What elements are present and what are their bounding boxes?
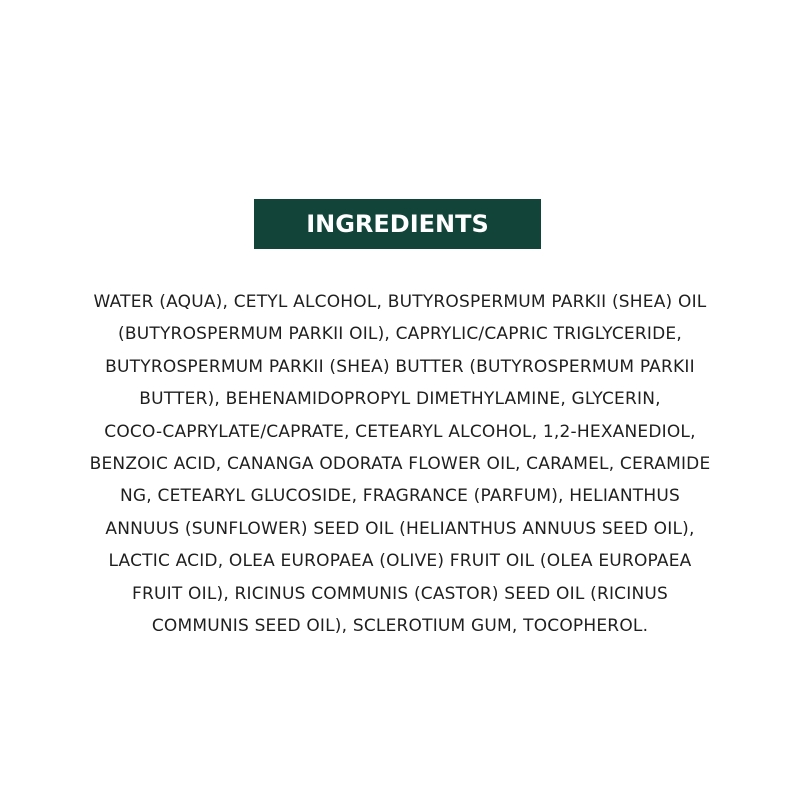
ingredient-line: ANNUUS (SUNFLOWER) SEED OIL (HELIANTHUS ANNUUS SEED OIL), [105, 518, 695, 539]
ingredient-line: BUTYROSPERMUM PARKII (SHEA) BUTTER (BUTYROSPERMUM PARKII [105, 356, 695, 377]
ingredient-line: (BUTYROSPERMUM PARKII OIL), CAPRYLIC/CAPRIC TRIGLYCERIDE, [118, 324, 682, 345]
ingredient-line: COCO-CAPRYLATE/CAPRATE, CETEARYL ALCOHOL, 1,2-HEXANEDIOL, [104, 421, 696, 442]
ingredient-line: NG, CETEARYL GLUCOSIDE, FRAGRANCE (PARFUM), HELIANTHUS [120, 486, 680, 507]
ingredient-line: BUTTER), BEHENAMIDOPROPYL DIMETHYLAMINE, GLYCERIN, [139, 389, 661, 410]
ingredients-title: INGREDIENTS [306, 210, 489, 238]
ingredient-line: COMMUNIS SEED OIL), SCLEROTIUM GUM, TOCOPHEROL. [151, 616, 649, 637]
ingredient-line: LACTIC ACID, OLEA EUROPAEA (OLIVE) FRUIT OIL (OLEA EUROPAEA [108, 551, 692, 572]
ingredient-line: WATER (AQUA), CETYL ALCOHOL, BUTYROSPERMUM PARKII (SHEA) OIL [93, 292, 707, 312]
ingredients-header-badge [254, 199, 541, 249]
ingredient-line: BENZOIC ACID, CANANGA ODORATA FLOWER OIL, CARAMEL, CERAMIDE [89, 454, 711, 475]
ingredients-list [50, 286, 750, 642]
ingredient-line: FRUIT OIL), RICINUS COMMUNIS (CASTOR) SEED OIL (RICINUS [131, 583, 669, 604]
